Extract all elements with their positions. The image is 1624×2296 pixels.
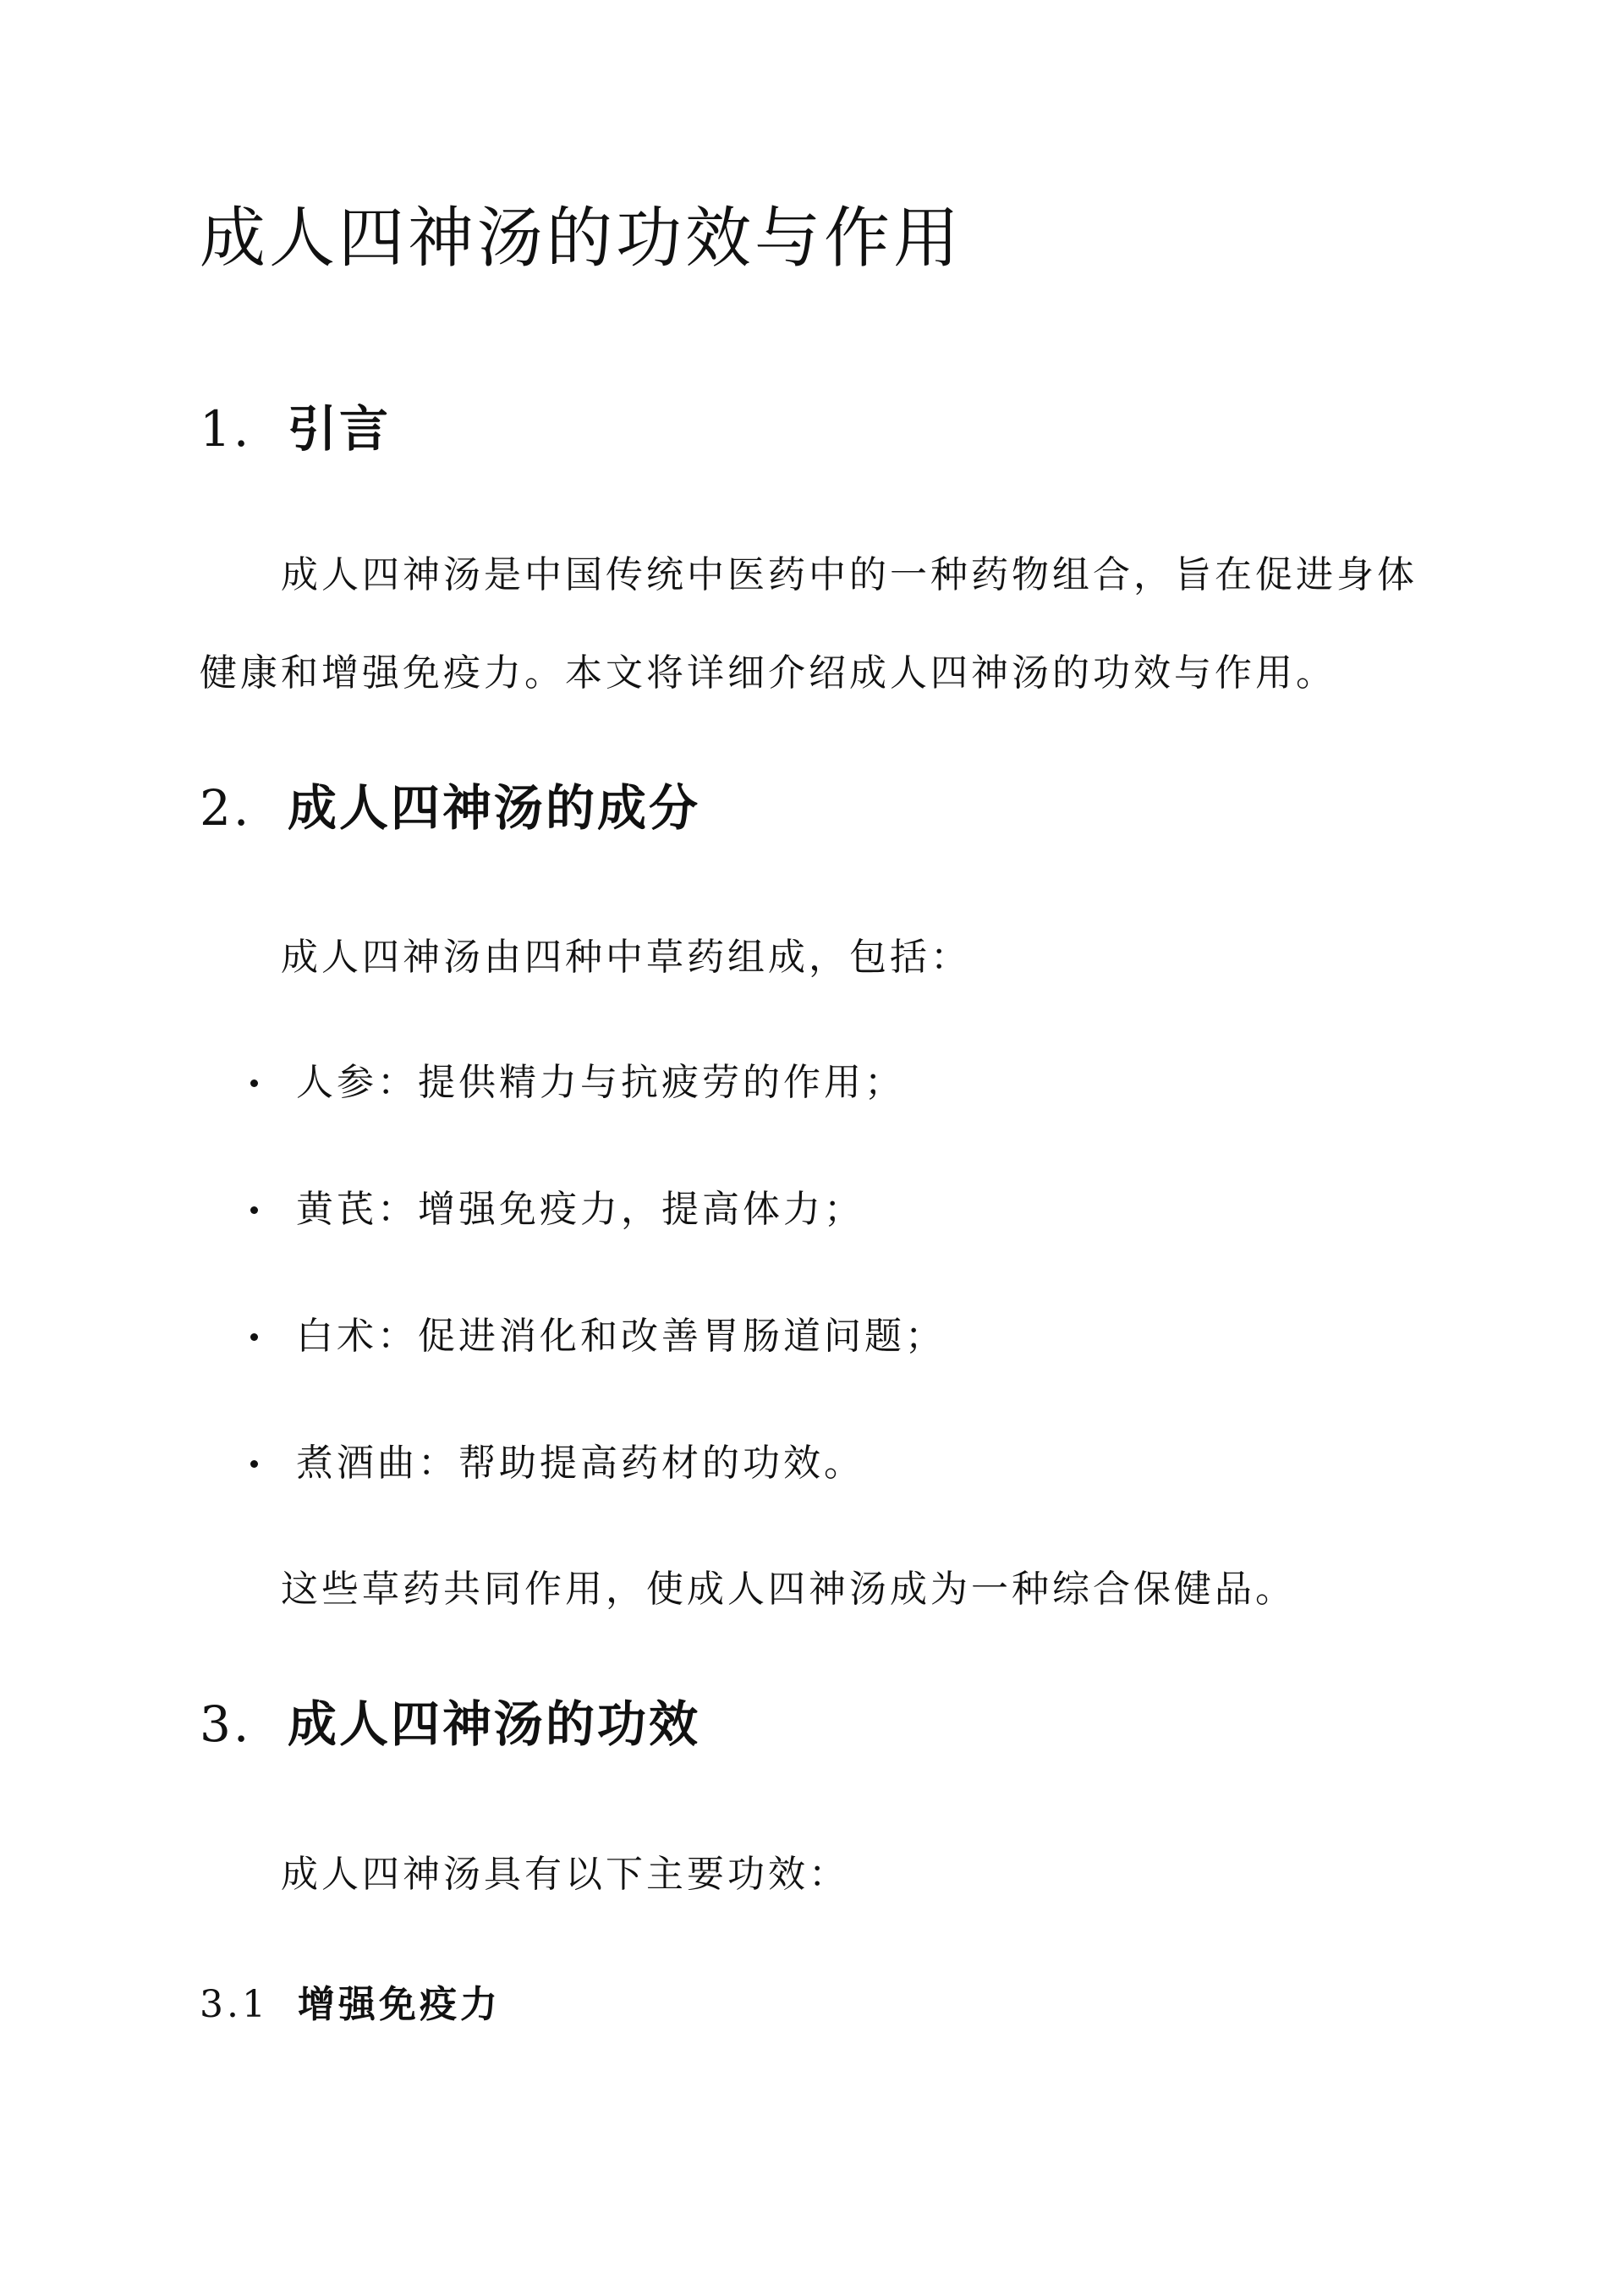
section-3-intro: 成人四神汤具有以下主要功效： — [281, 1853, 849, 1896]
bullet-icon — [250, 1206, 258, 1214]
section-2-outro: 这些草药共同作用，使成人四神汤成为一种综合保健品。 — [281, 1568, 1296, 1611]
list-item — [200, 1421, 946, 1548]
bullet-icon — [250, 1333, 258, 1341]
section-3-title: 成人四神汤的功效 — [288, 1695, 701, 1753]
list-item — [200, 1167, 946, 1294]
bullet-icon — [250, 1460, 258, 1468]
section-3-heading — [200, 1690, 700, 1758]
subsection-3-1-number: 3.1 — [200, 1983, 269, 2026]
document-title: 成人四神汤的功效与作用 — [200, 200, 963, 277]
section-1-title: 引言 — [288, 400, 392, 458]
section-2-number: 2. — [200, 779, 252, 837]
list-item — [200, 1041, 946, 1167]
list-item-text: 人参：提供精力与抗疲劳的作用； — [296, 1061, 905, 1104]
subsection-3-1-heading — [200, 1980, 501, 2030]
list-item — [200, 1294, 946, 1421]
bullet-icon — [250, 1079, 258, 1087]
subsection-3-1-title: 增强免疫力 — [298, 1983, 501, 2026]
section-2-title: 成人四神汤的成分 — [288, 779, 701, 837]
section-1-number: 1. — [200, 400, 252, 458]
list-item-text: 黄芪：增强免疫力，提高体力； — [296, 1188, 864, 1231]
section-2-heading — [200, 774, 700, 842]
section-1-heading — [200, 395, 391, 463]
list-item-text: 煮酒曲：帮助提高药材的功效。 — [296, 1442, 864, 1485]
section-2-intro: 成人四神汤由四种中草药组成，包括： — [281, 936, 971, 979]
section-1-paragraph: 成人四神汤是中国传统中医药中的一种药物组合，旨在促进身体健康和增强免疫力。本文将详细介绍成人四神汤的功效与作用。 — [200, 553, 1418, 695]
ingredient-list — [200, 1041, 946, 1548]
section-3-number: 3. — [200, 1695, 252, 1753]
list-item-text: 白术：促进消化和改善胃肠道问题； — [296, 1315, 946, 1358]
